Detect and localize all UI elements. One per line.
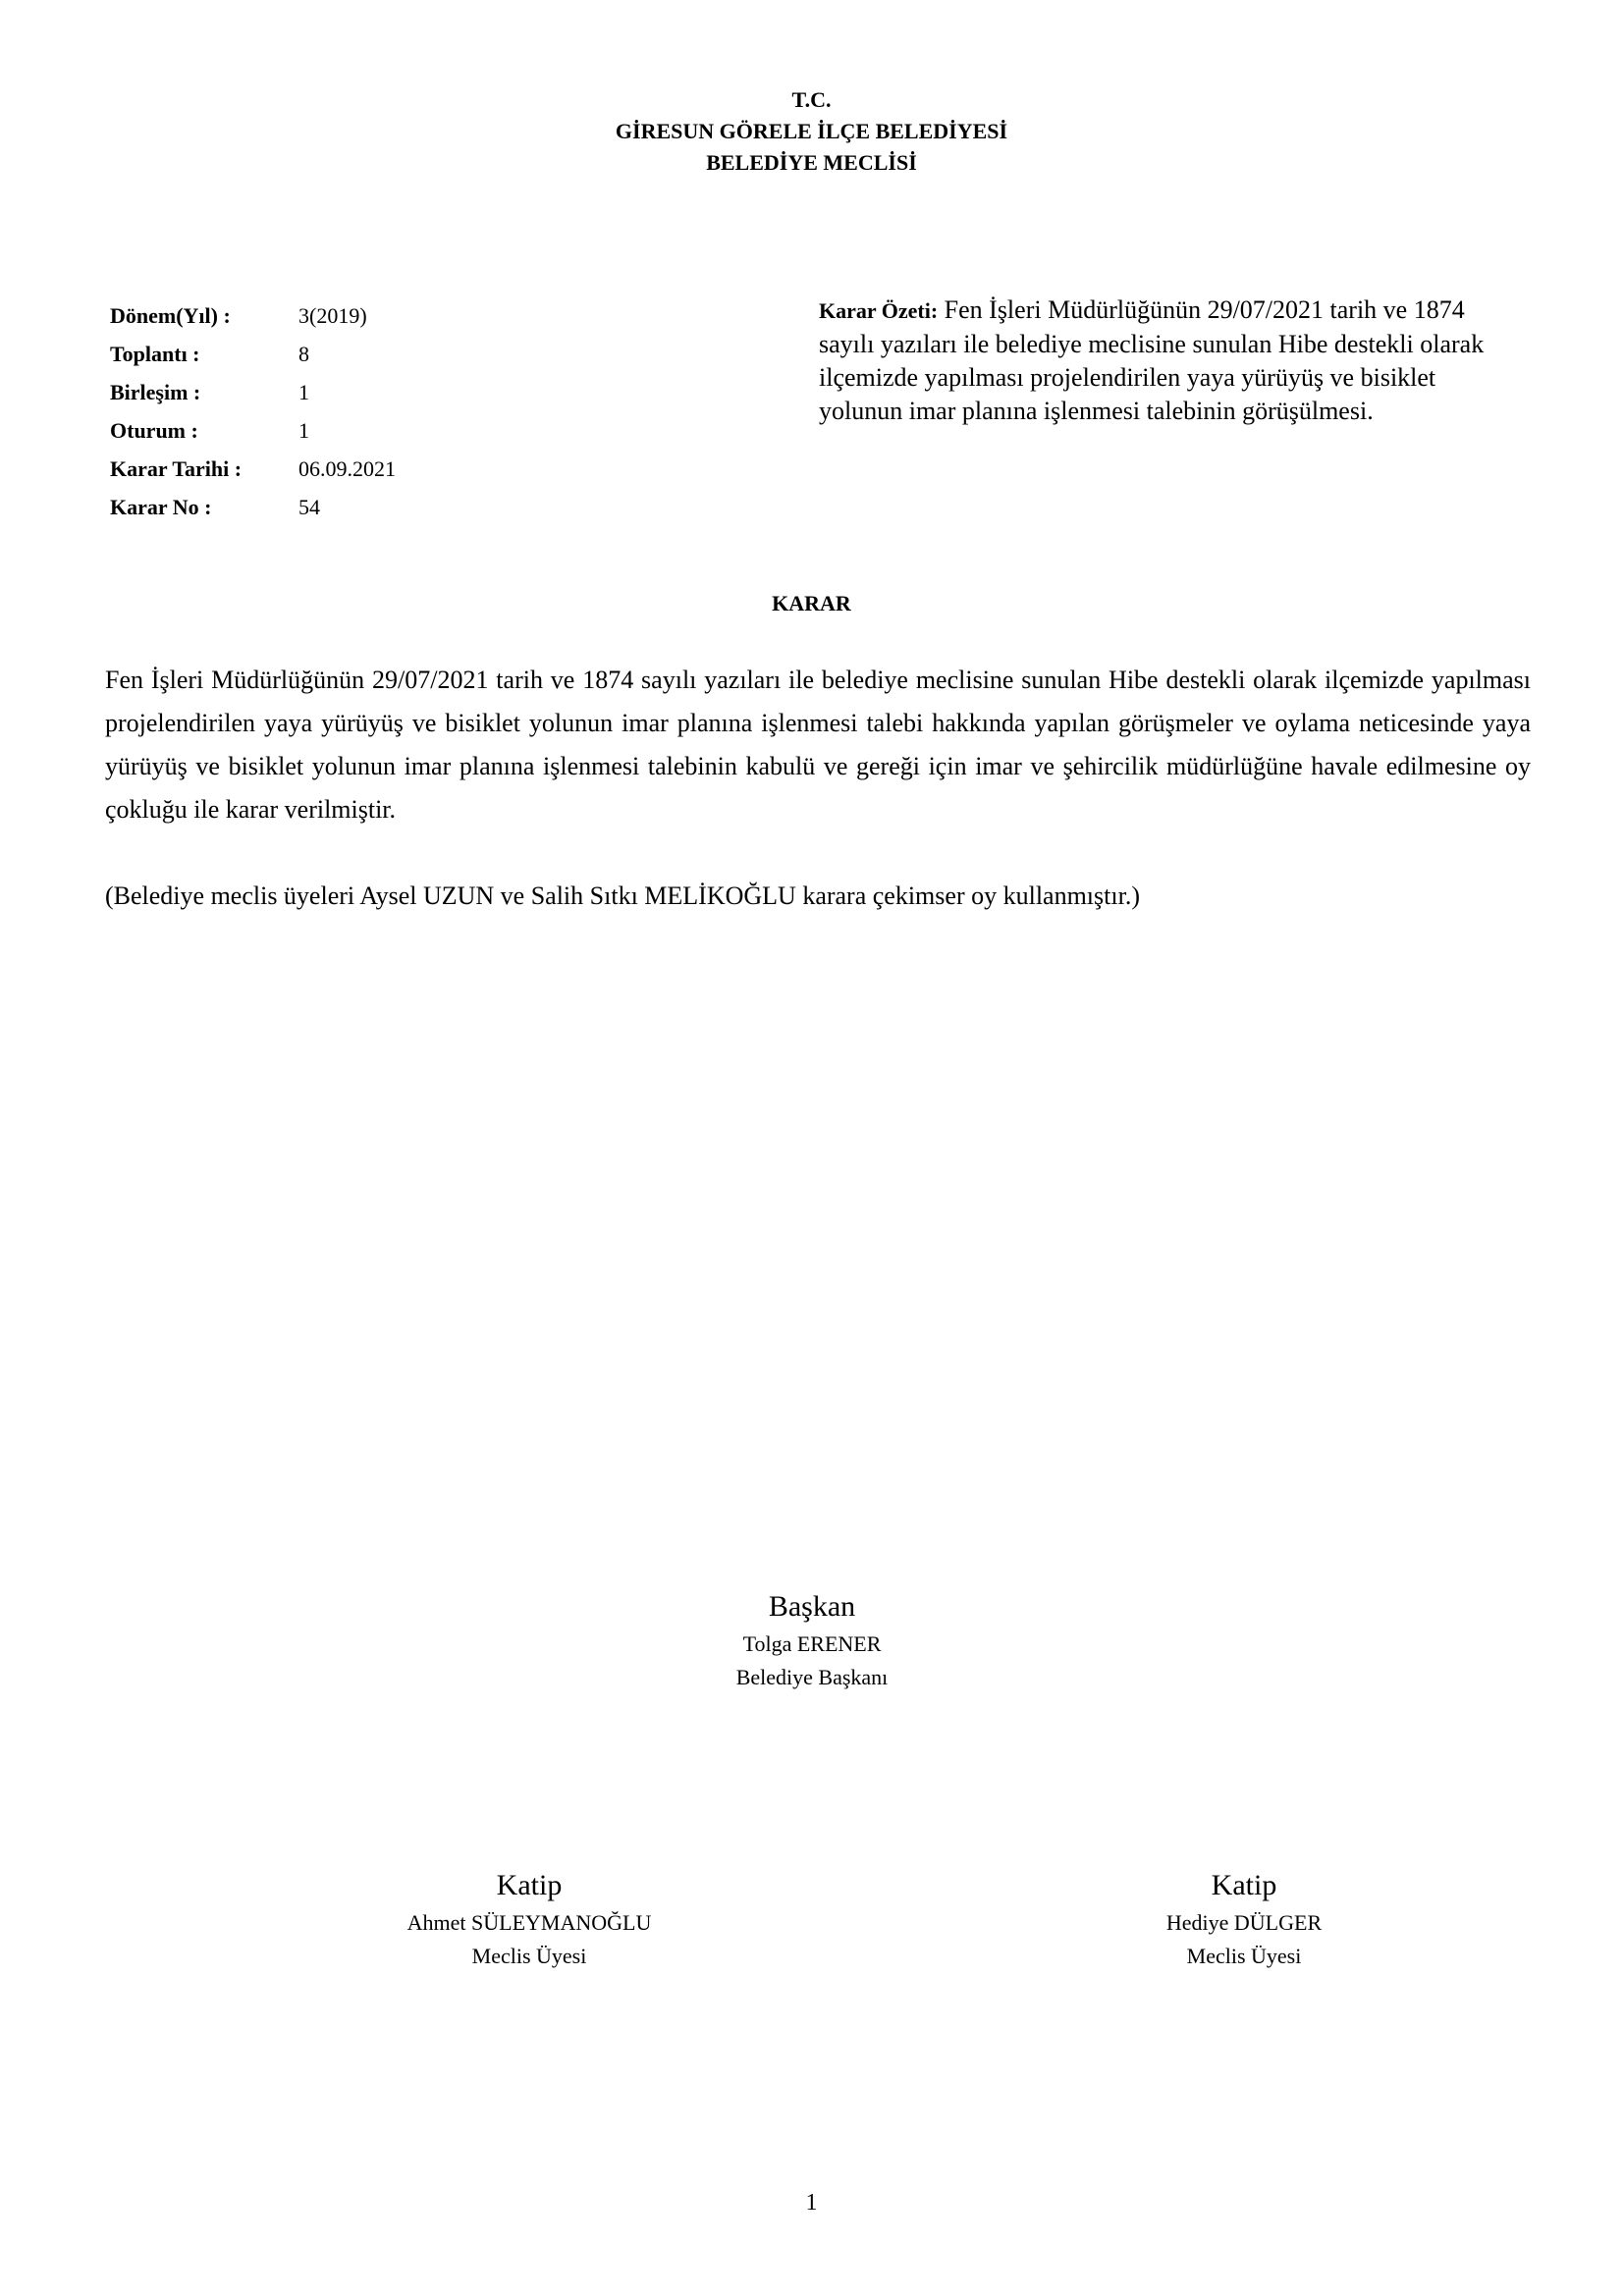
decision-body: Fen İşleri Müdürlüğünün 29/07/2021 tarih ve 1874 sayılı yazıları ile belediye meclisine sunulan Hibe destekli olarak ilçemizde yapılması projelendirilen yaya yürüyüş ve bisiklet yolunun imar planına işlenmesi talebi hakkında yapılan görüşmeler ve oylama neticesinde yaya yürüyüş ve bisiklet yolunun imar planına işlenmesi talebinin kabulü ve gereği için imar ve şehircilik müdürlüğüne havale edilmesine oy çokluğu ile karar verilmiştir. [105,666,1531,824]
page-number: 1 [805,2190,818,2216]
meta-label: Birleşim : [110,380,201,404]
clerk-left-signature [284,1865,775,1973]
meta-row-decision-date [110,450,699,488]
signer-name: Tolga ERENER [742,1631,882,1656]
meta-value: 3(2019) [298,303,367,328]
signer-name: Ahmet SÜLEYMANOĞLU [406,1910,652,1935]
signer-title: Katip [496,1869,563,1901]
meta-row-sitting [110,411,699,450]
document-header [0,84,1623,179]
header-line-council: BELEDİYE MECLİSİ [706,150,917,175]
decision-title: KARAR [772,591,851,615]
meta-label: Karar No : [110,495,212,519]
signer-title: Başkan [768,1590,856,1623]
meta-row-meeting [110,335,699,373]
signer-title: Katip [1211,1869,1277,1901]
meta-value: 1 [298,380,309,404]
header-line-tc: T.C. [791,87,832,112]
meta-value: 54 [298,495,320,519]
meeting-info [110,296,699,526]
signer-role: Meclis Üyesi [471,1944,587,1968]
meta-value: 8 [298,342,309,366]
summary-text: Fen İşleri Müdürlüğünün 29/07/2021 tarih ve 1874 sayılı yazıları ile belediye meclisine sunulan Hibe destekli olarak ilçemizde yapılması projelendirilen yaya yürüyüş ve bisiklet yolunun imar planına işlenmesi talebinin görüşülmesi. [819,295,1485,425]
decision-summary [819,294,1506,428]
meta-value: 1 [298,418,309,443]
president-signature [567,1586,1057,1694]
signer-name: Hediye DÜLGER [1165,1910,1323,1935]
signer-role: Belediye Başkanı [735,1665,889,1689]
abstention-note: (Belediye meclis üyeleri Aysel UZUN ve Salih Sıtkı MELİKOĞLU karara çekimser oy kullanmıştır.) [105,881,1140,910]
clerk-right-signature [999,1865,1489,1973]
meta-label: Oturum : [110,418,198,443]
meta-label: Dönem(Yıl) : [110,303,231,328]
meta-row-session [110,373,699,411]
meta-row-period [110,296,699,335]
meta-label: Toplantı : [110,342,200,366]
meta-row-decision-number [110,488,699,526]
meta-label: Karar Tarihi : [110,456,243,481]
header-line-municipality: GİRESUN GÖRELE İLÇE BELEDİYESİ [615,119,1008,143]
signer-role: Meclis Üyesi [1186,1944,1302,1968]
summary-label: Karar Özeti: [819,298,939,323]
meta-value: 06.09.2021 [298,456,396,481]
